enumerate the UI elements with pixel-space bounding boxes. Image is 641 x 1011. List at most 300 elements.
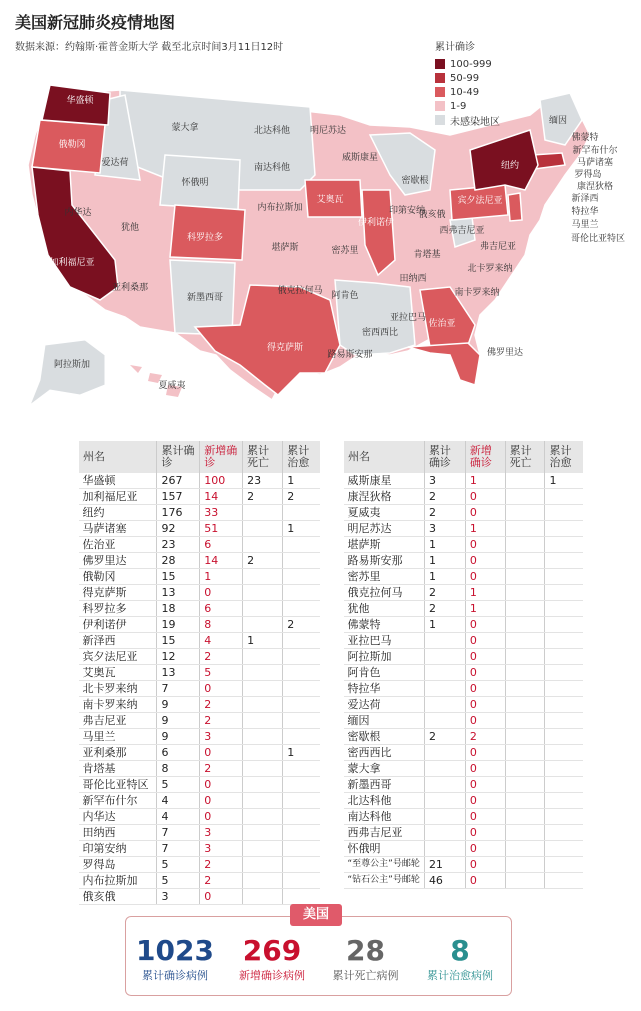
table-cell	[505, 585, 545, 601]
table-row	[344, 825, 584, 841]
table-left	[78, 441, 320, 905]
table-cell	[545, 601, 583, 617]
table-cell	[283, 649, 320, 665]
legend-swatch	[435, 59, 445, 69]
table-cell	[424, 809, 465, 825]
table-row	[79, 489, 321, 505]
table-cell: 1	[200, 569, 243, 585]
legend-items	[435, 57, 595, 127]
table-cell	[545, 585, 583, 601]
table-cell: 4	[157, 793, 200, 809]
table-cell	[283, 553, 320, 569]
table-row	[79, 633, 321, 649]
table-cell: 田纳西	[79, 825, 157, 841]
table-cell: 3	[157, 889, 200, 905]
table-cell	[545, 713, 583, 729]
table-cell: 0	[465, 761, 505, 777]
table-cell	[283, 777, 320, 793]
table-cell: 1	[424, 537, 465, 553]
table-row	[344, 777, 584, 793]
table-cell: 8	[200, 617, 243, 633]
column-header: 累计治愈	[545, 441, 583, 473]
column-header: 新增确诊	[200, 441, 243, 473]
table-cell	[424, 713, 465, 729]
table-cell: 0	[465, 793, 505, 809]
table-cell: 33	[200, 505, 243, 521]
column-header: 累计确诊	[157, 441, 200, 473]
table-cell: 2	[200, 761, 243, 777]
table-cell	[505, 617, 545, 633]
table-row	[344, 569, 584, 585]
table-cell: 2	[200, 713, 243, 729]
map-label: 内布拉斯加	[257, 203, 303, 213]
table-cell: 佐治亚	[79, 537, 157, 553]
table-cell: 0	[465, 697, 505, 713]
table-cell	[283, 505, 320, 521]
table-row	[344, 761, 584, 777]
table-cell: 艾奥瓦	[79, 665, 157, 681]
table-cell: 2	[200, 857, 243, 873]
map-label: 明尼苏达	[309, 126, 347, 136]
table-cell: 爱达荷	[344, 697, 425, 713]
table-cell	[545, 857, 583, 873]
table-cell: 佛蒙特	[344, 617, 425, 633]
table-cell: 2	[424, 505, 465, 521]
table-row	[79, 777, 321, 793]
table-cell	[283, 729, 320, 745]
table-cell: 4	[157, 809, 200, 825]
map-label: 佐治亚	[428, 319, 456, 329]
table-row	[344, 697, 584, 713]
table-cell	[545, 761, 583, 777]
table-cell: 哥伦比亚特区	[79, 777, 157, 793]
map-label: 哥伦比亚特区	[570, 234, 626, 244]
stat-label: 累计确诊病例	[142, 969, 208, 982]
table-cell: 13	[157, 585, 200, 601]
map-label: 北卡罗来纳	[467, 264, 513, 274]
table-cell: 新泽西	[79, 633, 157, 649]
table-cell: 宾夕法尼亚	[79, 649, 157, 665]
table-cell: 28	[157, 553, 200, 569]
table-cell	[505, 489, 545, 505]
table-cell	[505, 681, 545, 697]
column-header: 州名	[344, 441, 425, 473]
table-cell	[505, 857, 545, 873]
map-label: 肯塔基	[413, 250, 441, 260]
table-cell	[424, 841, 465, 857]
table-cell: 7	[157, 681, 200, 697]
table-cell	[505, 601, 545, 617]
table-cell	[283, 601, 320, 617]
table-cell: 23	[157, 537, 200, 553]
table-cell	[505, 745, 545, 761]
table-cell	[545, 521, 583, 537]
table-row	[344, 809, 584, 825]
table-row	[79, 729, 321, 745]
table-cell	[545, 809, 583, 825]
table-cell: 缅因	[344, 713, 425, 729]
table-row	[344, 793, 584, 809]
table-cell: 密苏里	[344, 569, 425, 585]
table-cell: 犹他	[344, 601, 425, 617]
table-row	[344, 841, 584, 857]
map-label: 田纳西	[399, 274, 427, 284]
table-cell	[505, 537, 545, 553]
table-cell: 0	[465, 649, 505, 665]
table-cell	[545, 793, 583, 809]
table-row	[344, 617, 584, 633]
stat-value: 8	[450, 934, 470, 967]
table-cell: 9	[157, 729, 200, 745]
table-row	[79, 697, 321, 713]
table-row	[79, 601, 321, 617]
map-label: 宾夕法尼亚	[457, 196, 503, 206]
map-label: 罗得岛	[574, 170, 602, 180]
table-cell	[545, 649, 583, 665]
table-cell: 弗吉尼亚	[79, 713, 157, 729]
legend-swatch	[435, 101, 445, 111]
table-cell: 9	[157, 697, 200, 713]
table-cell: 1	[243, 633, 283, 649]
table-row	[79, 681, 321, 697]
table-cell	[243, 665, 283, 681]
table-row	[344, 729, 584, 745]
table-cell: 北达科他	[344, 793, 425, 809]
table-cell: 0	[465, 825, 505, 841]
table-row	[79, 889, 321, 905]
map-label: 怀俄明	[181, 178, 209, 188]
table-row	[344, 745, 584, 761]
stat-value: 1023	[136, 934, 214, 967]
map-label: 特拉华	[571, 207, 599, 217]
table-cell: 0	[465, 745, 505, 761]
map-label: 弗吉尼亚	[479, 242, 517, 252]
table-cell	[243, 569, 283, 585]
table-cell: 西弗吉尼亚	[344, 825, 425, 841]
table-row	[344, 473, 584, 489]
table-cell: 157	[157, 489, 200, 505]
table-cell	[505, 793, 545, 809]
table-cell	[545, 825, 583, 841]
table-cell	[424, 649, 465, 665]
table-cell	[243, 617, 283, 633]
table-cell: 23	[243, 473, 283, 489]
table-cell	[424, 793, 465, 809]
table-cell: 蒙大拿	[344, 761, 425, 777]
map-label: 缅因	[548, 116, 568, 126]
map-label: 新墨西哥	[186, 293, 224, 303]
table-cell: 路易斯安那	[344, 553, 425, 569]
map-label: 新泽西	[571, 194, 599, 204]
table-cell	[243, 729, 283, 745]
table-cell: 0	[200, 777, 243, 793]
table-row	[79, 857, 321, 873]
table-cell: “钻石公主”号邮轮	[344, 873, 425, 889]
summary-stat	[222, 935, 322, 983]
table-cell	[243, 793, 283, 809]
table-cell: 2	[243, 489, 283, 505]
table-cell	[283, 793, 320, 809]
table-cell: 7	[157, 825, 200, 841]
map-label: 华盛顿	[66, 96, 94, 106]
table-row	[79, 665, 321, 681]
table-row	[79, 617, 321, 633]
map-label: 得克萨斯	[266, 343, 304, 353]
state-new-jersey	[508, 193, 522, 221]
table-row	[344, 553, 584, 569]
map-label: 内华达	[64, 208, 92, 218]
table-cell: 密西西比	[344, 745, 425, 761]
table-cell	[283, 873, 320, 889]
map-label: 印第安纳	[388, 206, 426, 216]
table-cell: 0	[200, 889, 243, 905]
map-label: 佛罗里达	[486, 348, 524, 358]
summary-label: 美国	[290, 904, 342, 926]
legend-swatch	[435, 115, 445, 125]
table-cell: 0	[465, 505, 505, 521]
legend-item	[435, 113, 595, 127]
table-cell: 内华达	[79, 809, 157, 825]
table-cell	[243, 505, 283, 521]
table-cell: 2	[283, 617, 320, 633]
legend-item	[435, 57, 595, 71]
table-cell: 0	[465, 777, 505, 793]
table-cell: 0	[465, 713, 505, 729]
table-cell	[424, 777, 465, 793]
table-cell	[545, 729, 583, 745]
table-cell: 肯塔基	[79, 761, 157, 777]
table-cell: 堪萨斯	[344, 537, 425, 553]
table-cell	[283, 665, 320, 681]
table-cell: 2	[283, 489, 320, 505]
table-cell: 0	[465, 553, 505, 569]
table-cell: 康涅狄格	[344, 489, 425, 505]
table-cell	[545, 745, 583, 761]
map-label: 西弗吉尼亚	[439, 226, 485, 236]
table-cell: 0	[465, 537, 505, 553]
table-cell	[505, 521, 545, 537]
table-cell	[283, 889, 320, 905]
table-cell	[545, 633, 583, 649]
map-label: 亚利桑那	[111, 283, 149, 293]
table-cell	[243, 761, 283, 777]
table-cell: 0	[200, 681, 243, 697]
legend-swatch	[435, 87, 445, 97]
table-cell: 3	[200, 729, 243, 745]
map-label: 佛蒙特	[571, 133, 599, 143]
table-cell	[424, 681, 465, 697]
table-cell	[545, 665, 583, 681]
table-cell: 夏威夷	[344, 505, 425, 521]
table-cell: 1	[424, 553, 465, 569]
legend-item	[435, 71, 595, 85]
table-cell: 怀俄明	[344, 841, 425, 857]
table-cell: 0	[200, 809, 243, 825]
table-cell: 4	[200, 633, 243, 649]
table-cell: 0	[200, 793, 243, 809]
table-cell: 3	[200, 841, 243, 857]
column-header: 新增确诊	[465, 441, 505, 473]
table-cell	[283, 585, 320, 601]
map-label: 科罗拉多	[186, 233, 224, 243]
table-row	[79, 585, 321, 601]
map-label: 艾奥瓦	[316, 195, 344, 205]
table-cell	[505, 665, 545, 681]
table-cell	[505, 841, 545, 857]
map-label: 加利福尼亚	[49, 258, 95, 268]
map-label: 爱达荷	[101, 158, 129, 168]
table-row	[79, 553, 321, 569]
table-cell: 新罕布什尔	[79, 793, 157, 809]
map-label: 纽约	[500, 161, 520, 171]
table-cell	[545, 681, 583, 697]
table-cell: 15	[157, 569, 200, 585]
table-cell: 6	[200, 601, 243, 617]
table-cell: 0	[465, 617, 505, 633]
table-row	[344, 681, 584, 697]
map-label: 俄克拉何马	[277, 286, 323, 296]
table-cell: 9	[157, 713, 200, 729]
table-cell: 1	[283, 521, 320, 537]
map-label: 阿拉斯加	[53, 360, 91, 370]
table-cell: 南达科他	[344, 809, 425, 825]
table-cell: 0	[465, 873, 505, 889]
table-cell	[243, 697, 283, 713]
legend-item	[435, 99, 595, 113]
table-row	[79, 713, 321, 729]
table-cell	[243, 537, 283, 553]
table-row	[79, 809, 321, 825]
table-cell: 2	[424, 585, 465, 601]
table-cell: 100	[200, 473, 243, 489]
map-label: 密歇根	[401, 176, 429, 186]
map-label: 堪萨斯	[271, 243, 299, 253]
table-cell: 0	[200, 745, 243, 761]
table-row	[344, 665, 584, 681]
table-row	[344, 857, 584, 873]
table-row	[344, 873, 584, 889]
table-cell: 2	[424, 601, 465, 617]
page-title: 美国新冠肺炎疫情地图	[15, 13, 176, 32]
map-label: 南达科他	[253, 163, 291, 173]
table-cell	[505, 729, 545, 745]
map-label: 亚拉巴马	[389, 313, 427, 323]
map-label: 威斯康星	[341, 153, 379, 163]
table-cell	[505, 505, 545, 521]
table-row	[79, 505, 321, 521]
table-cell	[424, 825, 465, 841]
table-cell: 3	[200, 825, 243, 841]
table-row	[344, 489, 584, 505]
table-cell	[283, 857, 320, 873]
column-header: 州名	[79, 441, 157, 473]
table-cell	[283, 569, 320, 585]
table-cell: 1	[465, 521, 505, 537]
table-cell	[505, 873, 545, 889]
table-cell: 0	[465, 569, 505, 585]
column-header: 累计死亡	[505, 441, 545, 473]
table-cell: 51	[200, 521, 243, 537]
table-cell	[505, 473, 545, 489]
table-cell: 3	[424, 473, 465, 489]
table-cell: 2	[243, 553, 283, 569]
table-row	[79, 521, 321, 537]
table-header	[344, 441, 584, 473]
table-cell: 佛罗里达	[79, 553, 157, 569]
table-cell	[283, 713, 320, 729]
table-cell: 1	[465, 585, 505, 601]
map-label: 伊利诺伊	[357, 218, 395, 228]
table-cell	[505, 825, 545, 841]
table-cell: 18	[157, 601, 200, 617]
table-row	[79, 793, 321, 809]
table-cell	[283, 841, 320, 857]
table-cell	[505, 649, 545, 665]
table-cell: 北卡罗来纳	[79, 681, 157, 697]
table-cell	[505, 569, 545, 585]
table-cell	[283, 633, 320, 649]
table-cell: 纽约	[79, 505, 157, 521]
table-cell	[283, 761, 320, 777]
table-cell: 5	[157, 873, 200, 889]
table-cell	[545, 841, 583, 857]
table-cell: 14	[200, 489, 243, 505]
table-cell	[424, 665, 465, 681]
table-cell: 6	[200, 537, 243, 553]
table-cell	[505, 697, 545, 713]
legend-title: 累计确诊	[435, 42, 475, 53]
table-cell: 印第安纳	[79, 841, 157, 857]
table-cell: 0	[465, 489, 505, 505]
table-cell: 2	[465, 729, 505, 745]
table-cell	[243, 873, 283, 889]
table-row	[79, 825, 321, 841]
table-cell: 俄克拉何马	[344, 585, 425, 601]
table-cell: 15	[157, 633, 200, 649]
table-cell	[424, 761, 465, 777]
map-label: 俄勒冈	[58, 140, 86, 150]
table-cell: 5	[157, 857, 200, 873]
table-cell	[243, 809, 283, 825]
table-row	[344, 521, 584, 537]
table-cell: 267	[157, 473, 200, 489]
map-label: 阿肯色	[331, 291, 359, 301]
table-cell: 176	[157, 505, 200, 521]
table-cell: 0	[465, 665, 505, 681]
table-cell	[505, 761, 545, 777]
table-cell	[243, 745, 283, 761]
table-cell	[243, 857, 283, 873]
map-label: 马萨诸塞	[576, 158, 614, 168]
table-row	[79, 761, 321, 777]
table-cell: “至尊公主”号邮轮	[344, 857, 425, 873]
table-cell	[505, 633, 545, 649]
table-cell: 得克萨斯	[79, 585, 157, 601]
table-cell: 罗得岛	[79, 857, 157, 873]
table-cell: 明尼苏达	[344, 521, 425, 537]
table-cell	[243, 601, 283, 617]
table-cell: 俄勒冈	[79, 569, 157, 585]
map-label: 蒙大拿	[171, 123, 199, 133]
table-cell: 加利福尼亚	[79, 489, 157, 505]
map-label: 南卡罗来纳	[454, 288, 500, 298]
table-row	[344, 713, 584, 729]
table-cell	[243, 681, 283, 697]
data-source: 数据来源：约翰斯·霍普金斯大学 截至北京时间3月11日12时	[15, 42, 284, 53]
table-cell: 伊利诺伊	[79, 617, 157, 633]
table-cell: 3	[424, 521, 465, 537]
table-cell: 亚拉巴马	[344, 633, 425, 649]
